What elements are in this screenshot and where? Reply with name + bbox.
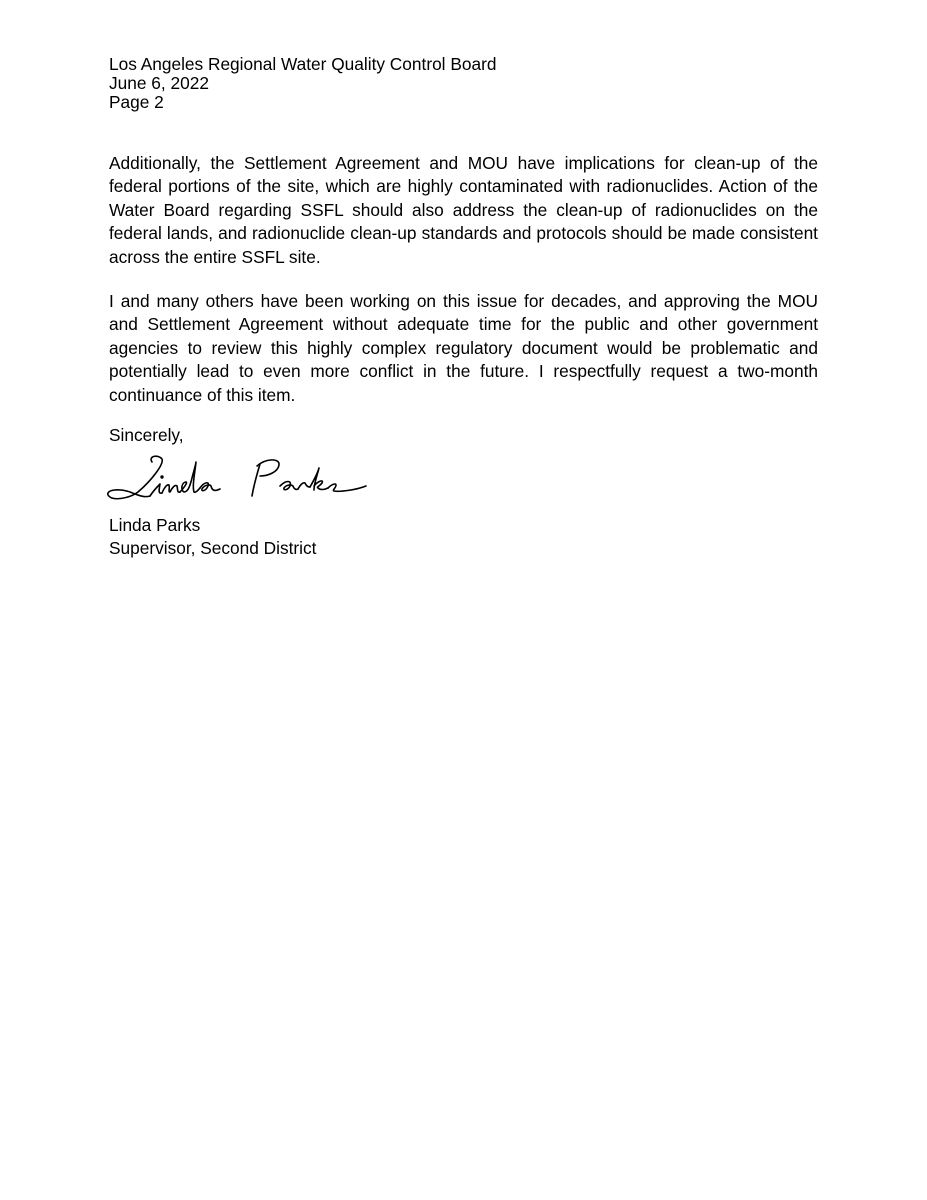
letter-date: June 6, 2022 (109, 73, 209, 93)
signer-name: Linda Parks (109, 515, 201, 535)
recipient-line: Los Angeles Regional Water Quality Control Board (109, 54, 497, 74)
closing-salutation: Sincerely, (109, 425, 184, 445)
body-paragraph-1: Additionally, the Settlement Agreement and MOU have implications for clean-up of the federal portions of the site, which are highly contaminated with radionuclides. Action of the Water Board regarding SSFL should also address the clean-up of radionuclides on the federal lands, and radionuclide clean-up standards and protocols should be made consistent across the entire SSFL site. (109, 153, 818, 267)
signer-title: Supervisor, Second District (109, 538, 317, 558)
body-paragraph-2: I and many others have been working on this issue for decades, and approving the MOU and Settlement Agreement without adequate time for the public and other government agencies to review this highly complex regulatory document would be problematic and potentially lead to even more conflict in the future. I respectfully request a two-month continuance of this item. (109, 291, 818, 405)
letter-header (109, 55, 496, 112)
signer-block (109, 514, 316, 560)
page-number: Page 2 (109, 92, 164, 112)
handwritten-signature (100, 450, 370, 510)
